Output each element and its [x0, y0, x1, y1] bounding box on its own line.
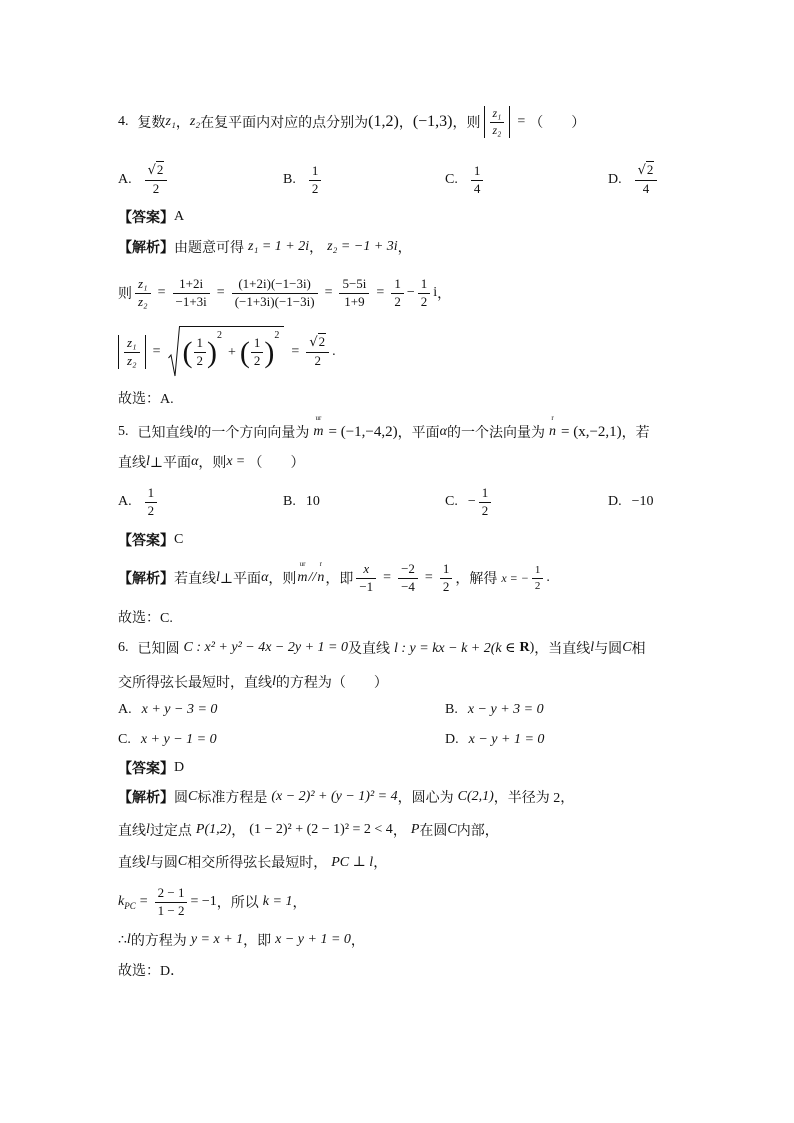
- equals-sign: =: [152, 344, 161, 359]
- equals-sign: =: [324, 285, 333, 300]
- fraction: [471, 163, 484, 198]
- radical-sign: √: [637, 163, 646, 179]
- real-set-symbol: R: [519, 640, 530, 655]
- stem-text: 直线: [118, 456, 146, 471]
- period: .: [546, 570, 550, 585]
- radicand: 2: [318, 334, 326, 350]
- analysis-text: ，即: [325, 572, 354, 587]
- equals-sign: =: [383, 570, 392, 585]
- answer-value: A: [174, 209, 185, 224]
- option-label: A.: [118, 494, 132, 509]
- q5-answer: [118, 530, 183, 550]
- analysis-text: 则: [118, 287, 132, 302]
- vector-m: [313, 414, 324, 440]
- punct: ，: [175, 116, 190, 131]
- exponent: 2: [217, 330, 222, 341]
- fixed-point: P(1,2): [195, 822, 232, 837]
- question-number: 5.: [118, 424, 129, 439]
- stem-text: ，若: [621, 426, 650, 441]
- analysis-text: 若直线: [174, 572, 216, 587]
- math-expression: x = −: [501, 570, 529, 585]
- exponent: 2: [274, 330, 280, 341]
- numerator: 1: [391, 276, 404, 294]
- denominator: 2: [534, 579, 541, 592]
- q6-answer: [118, 758, 184, 778]
- denominator: 2: [442, 578, 450, 594]
- stem-text: 复数: [137, 116, 166, 131]
- vector-n: [317, 560, 325, 586]
- analysis-tag: 【解析】: [118, 241, 174, 256]
- left-paren: (: [239, 335, 250, 369]
- punct: ，: [373, 856, 388, 871]
- slope-k-pc: [118, 894, 136, 911]
- fraction: [135, 276, 151, 311]
- stem-text: 在复平面内对应的点分别为: [200, 116, 369, 131]
- q4-stem: [118, 104, 585, 140]
- fraction: [306, 334, 329, 370]
- option-value: 10: [305, 494, 320, 509]
- plane-alpha: α: [191, 454, 199, 469]
- vector-accent: ur: [299, 560, 306, 568]
- vector-value: = (−1,−4,2): [328, 423, 398, 440]
- fraction: [532, 563, 544, 593]
- variable-x: x: [226, 454, 233, 469]
- option-label: D.: [445, 732, 459, 747]
- q4-answer: [118, 207, 184, 227]
- punct: ，: [231, 824, 246, 839]
- fraction: [479, 485, 492, 520]
- stem-text: ，平面: [397, 426, 440, 441]
- punct: ，: [309, 241, 324, 256]
- line-l: l: [216, 570, 220, 585]
- option-label: C.: [118, 732, 131, 747]
- fraction: [251, 335, 264, 370]
- numerator: −2: [398, 561, 418, 579]
- numerator: [145, 162, 168, 181]
- therefore-symbol: ∴: [118, 932, 127, 948]
- denominator: z₂: [492, 122, 502, 137]
- q6-stem-line-1: [118, 638, 646, 658]
- punct: ，: [398, 116, 413, 131]
- radicand: [180, 326, 285, 378]
- vector-accent: ur: [315, 414, 322, 422]
- analysis-text: ，半径为 2，: [493, 791, 575, 806]
- line-l: l: [146, 854, 150, 869]
- circle-equation: C : x² + y² − 4x − 2y + 1 = 0: [183, 640, 348, 655]
- stem-text: ，则: [452, 116, 481, 131]
- punct: ，: [392, 824, 407, 839]
- numerator: (1+2i)(−1−3i): [232, 276, 318, 294]
- close-paren: ): [529, 640, 535, 655]
- math-expression: (x − 2)² + (y − 1)² = 4: [271, 789, 398, 804]
- analysis-text: 直线: [118, 824, 146, 839]
- option-value: x + y − 1 = 0: [140, 732, 217, 747]
- numerator: z₁: [124, 335, 140, 353]
- fraction: [339, 276, 369, 311]
- stem-text: 的一个法向量为: [447, 426, 545, 441]
- vector-symbol: n: [549, 424, 556, 439]
- punct: ，: [437, 287, 452, 302]
- q4-option-a: [118, 160, 170, 200]
- answer-blank: （ ）: [248, 456, 305, 471]
- question-number: 6.: [118, 640, 129, 655]
- radical-sign: √: [309, 335, 318, 351]
- denominator: z₂: [138, 293, 148, 309]
- analysis-text: 标准方程是: [197, 791, 268, 806]
- numerator: 1: [309, 163, 322, 181]
- minus-sign: −: [467, 494, 476, 509]
- analysis-text: 内部，: [456, 824, 499, 839]
- punct: ，: [292, 896, 307, 911]
- option-label: A.: [118, 702, 132, 717]
- final-answer: 故选：D．: [118, 964, 185, 979]
- denominator: 2: [420, 293, 428, 309]
- q5-analysis: [118, 558, 550, 598]
- denominator: 2: [311, 180, 319, 196]
- math-expression: k = 1: [262, 894, 293, 909]
- q4-final: [118, 388, 174, 408]
- answer-value: C: [174, 532, 184, 547]
- fraction: [155, 885, 188, 920]
- numerator: [635, 162, 658, 181]
- q6-option-b: [445, 700, 544, 720]
- numerator: 1+2i: [173, 276, 210, 294]
- vector-symbol: m: [297, 570, 308, 585]
- denominator: −1+3i: [175, 293, 207, 309]
- numerator: 1: [194, 335, 207, 353]
- numerator: 1: [251, 335, 264, 353]
- equals-sign: =: [157, 285, 166, 300]
- numerator: 1: [532, 563, 544, 578]
- abs-value: [118, 335, 146, 370]
- q6-analysis-line-5: [118, 930, 365, 950]
- fraction: [145, 162, 168, 198]
- line-l: l: [590, 640, 595, 655]
- option-value: −10: [631, 494, 654, 509]
- punct: ，: [397, 241, 412, 256]
- math-expression: x − y + 1 = 0: [275, 932, 351, 947]
- line-l: l: [193, 424, 198, 439]
- denominator: 2: [196, 353, 203, 368]
- analysis-text: 过定点: [149, 824, 192, 839]
- numerator: z₁: [490, 106, 505, 123]
- punct: ，: [350, 934, 365, 949]
- option-label: C.: [445, 172, 458, 187]
- numerator: [306, 334, 329, 353]
- q5-option-b: [283, 482, 320, 522]
- math-expression: z₁ = 1 + 2i: [248, 239, 310, 254]
- option-label: C.: [445, 494, 458, 509]
- q4-analysis-line-3: [118, 325, 336, 379]
- line-equation: l : y = kx − k + 2(k ∈: [394, 640, 516, 656]
- numerator: x: [356, 561, 376, 579]
- denominator: 2: [481, 502, 489, 518]
- math-expression: z₂ = −1 + 3i: [327, 239, 398, 254]
- answer-tag: 【答案】: [118, 211, 174, 226]
- vector-m: [297, 560, 308, 586]
- analysis-text: 的方程为: [130, 934, 187, 949]
- q6-analysis-line-3: [118, 852, 387, 872]
- plus-sign: +: [228, 344, 236, 360]
- radical-icon: [168, 326, 180, 378]
- equals-sign: =: [291, 344, 300, 359]
- equals-sign: =: [139, 894, 148, 909]
- line-l: l: [146, 822, 150, 837]
- math-expression: PC ⊥ l: [331, 854, 374, 870]
- analysis-text: ，解得: [455, 572, 498, 587]
- analysis-text: ，则: [268, 572, 297, 587]
- numerator: 1: [479, 485, 492, 503]
- denominator: 2: [253, 353, 261, 368]
- right-paren: ): [264, 335, 275, 369]
- period: .: [332, 344, 336, 359]
- analysis-text: ，圆心为: [397, 791, 454, 806]
- analysis-text: 与圆: [149, 856, 178, 871]
- equals-sign: =: [236, 454, 245, 469]
- math-z1: z₁: [165, 114, 176, 129]
- q4-analysis-line-1: [118, 237, 412, 257]
- q6-analysis-line-4: [118, 883, 306, 921]
- vector-accent: r: [319, 560, 322, 568]
- q6-analysis-line-1: [118, 787, 574, 807]
- point-p: P: [410, 822, 420, 837]
- q6-option-d: [445, 730, 544, 750]
- fraction: [194, 335, 207, 370]
- analysis-text: 在圆: [419, 824, 448, 839]
- parallel-sign: //: [308, 570, 317, 585]
- denominator: 4: [473, 180, 481, 196]
- denominator: 2: [152, 181, 160, 196]
- radicand: 2: [156, 162, 164, 178]
- stem-text: 已知直线: [137, 426, 194, 441]
- analysis-text: ⊥平面: [219, 572, 262, 587]
- radicand: 2: [646, 162, 654, 178]
- point-2: (−1,3): [412, 113, 453, 130]
- q6-option-c: [118, 730, 217, 750]
- fraction: [635, 162, 658, 198]
- analysis-text: ，所以: [216, 896, 259, 911]
- denominator: 1 − 2: [157, 902, 185, 918]
- line-l: l: [126, 932, 131, 947]
- answer-tag: 【答案】: [118, 534, 174, 549]
- plane-alpha: α: [439, 424, 447, 439]
- analysis-text: 相交所得弦长最短时，: [187, 856, 328, 871]
- left-paren: (: [182, 335, 193, 369]
- circle-c: C: [447, 822, 457, 837]
- stem-text: 交所得弦长最短时，直线: [118, 676, 272, 691]
- option-label: A.: [118, 172, 132, 187]
- stem-text: 与圆: [594, 642, 623, 657]
- stem-text: 及直线: [348, 642, 390, 657]
- q5-option-c: [445, 482, 494, 522]
- stem-text: ⊥平面: [149, 456, 192, 471]
- q6-option-a: [118, 700, 217, 720]
- math-expression: = −1: [190, 894, 217, 909]
- fraction: [490, 106, 505, 138]
- point-1: (1,2): [368, 113, 399, 130]
- fraction: [309, 163, 322, 198]
- answer-tag: 【答案】: [118, 762, 174, 777]
- vector-accent: r: [551, 414, 554, 422]
- denominator: 2: [314, 353, 321, 368]
- minus-sign: −: [406, 285, 415, 300]
- numerator: 1: [440, 561, 453, 579]
- math-expression: (1 − 2)² + (2 − 1)² = 2 < 4: [249, 822, 393, 837]
- q4-analysis-line-2: [118, 274, 451, 312]
- stem-text: ，则: [198, 456, 227, 471]
- final-answer: 故选：A.: [118, 392, 174, 407]
- fraction: [418, 276, 431, 311]
- equals-sign: =: [517, 114, 526, 129]
- stem-text: 已知圆: [137, 642, 180, 657]
- q4-option-c: [445, 160, 486, 200]
- analysis-text: 由题意可得: [174, 241, 244, 256]
- fraction: [440, 561, 453, 596]
- abs-value: [484, 106, 511, 138]
- math-expression: y = x + 1: [190, 932, 244, 947]
- numerator: 1: [471, 163, 484, 181]
- vector-value: = (x,−2,1): [561, 423, 622, 440]
- q5-final: [118, 607, 173, 627]
- fraction: [173, 276, 210, 311]
- denominator: z₂: [127, 352, 137, 368]
- q5-stem-line-1: [118, 414, 650, 444]
- q4-option-b: [283, 160, 324, 200]
- fraction: [124, 335, 140, 370]
- option-value: x − y + 3 = 0: [467, 702, 544, 717]
- vector-symbol: m: [313, 424, 324, 439]
- q5-option-d: [608, 482, 654, 522]
- q5-stem-line-2: [118, 452, 305, 472]
- fraction: [356, 561, 376, 596]
- imaginary-unit: i: [433, 285, 438, 300]
- fraction: [232, 276, 318, 311]
- plane-alpha: α: [261, 570, 269, 585]
- option-value: x + y − 3 = 0: [141, 702, 218, 717]
- denominator: (−1+3i)(−1−3i): [234, 293, 315, 309]
- numerator: 1: [145, 485, 158, 503]
- line-l: l: [146, 454, 150, 469]
- radical-sign: √: [147, 163, 156, 179]
- numerator: 5−5i: [339, 276, 369, 294]
- q4-option-d: [608, 160, 660, 200]
- option-label: B.: [283, 172, 296, 187]
- vector-n: [549, 414, 556, 440]
- denominator: 4: [642, 181, 650, 196]
- option-label: D.: [608, 494, 622, 509]
- analysis-text: ，即: [243, 934, 272, 949]
- option-label: D.: [608, 172, 622, 187]
- q6-final: [118, 960, 184, 980]
- square-root: [168, 326, 285, 378]
- numerator: 1: [418, 276, 431, 294]
- numerator: z₁: [135, 276, 151, 294]
- analysis-tag: 【解析】: [118, 572, 174, 587]
- stem-text: 的方程为（ ）: [275, 676, 388, 691]
- answer-blank: （ ）: [529, 116, 586, 131]
- circle-c: C: [177, 854, 188, 869]
- denominator: −1: [359, 578, 374, 594]
- q5-option-a: [118, 482, 160, 522]
- question-number: 4.: [118, 114, 129, 129]
- q6-stem-line-2: [118, 672, 388, 692]
- denominator: −4: [401, 578, 415, 594]
- stem-text: 的一个方向向量为: [197, 426, 310, 441]
- vector-symbol: n: [317, 570, 325, 585]
- equals-sign: =: [424, 570, 433, 585]
- denominator: 2: [394, 293, 401, 309]
- equals-sign: =: [216, 285, 225, 300]
- right-paren: ): [207, 335, 217, 369]
- circle-center: C(2,1): [457, 789, 494, 804]
- circle-c: C: [622, 640, 632, 655]
- slope-subscript: PC: [124, 900, 136, 911]
- q6-analysis-line-2: [118, 820, 499, 840]
- option-value: x − y + 1 = 0: [468, 732, 545, 747]
- stem-text: 相: [631, 642, 646, 657]
- numerator: 2 − 1: [155, 885, 188, 903]
- fraction: [145, 485, 158, 520]
- fraction: [398, 561, 418, 596]
- analysis-text: 圆: [174, 791, 188, 806]
- analysis-tag: 【解析】: [118, 791, 174, 806]
- answer-value: D: [174, 760, 185, 775]
- option-label: B.: [445, 702, 458, 717]
- fraction: [391, 276, 404, 311]
- denominator: 1+9: [344, 293, 365, 309]
- line-l: l: [272, 674, 276, 689]
- slope-k: k: [118, 893, 125, 909]
- analysis-text: 直线: [118, 856, 146, 871]
- circle-c: C: [188, 789, 198, 804]
- denominator: 2: [147, 502, 155, 518]
- stem-text: ，当直线: [534, 642, 591, 657]
- equals-sign: =: [376, 285, 385, 300]
- option-label: B.: [283, 494, 296, 509]
- final-answer: 故选：C.: [118, 611, 173, 626]
- math-z2: z₂: [189, 114, 201, 129]
